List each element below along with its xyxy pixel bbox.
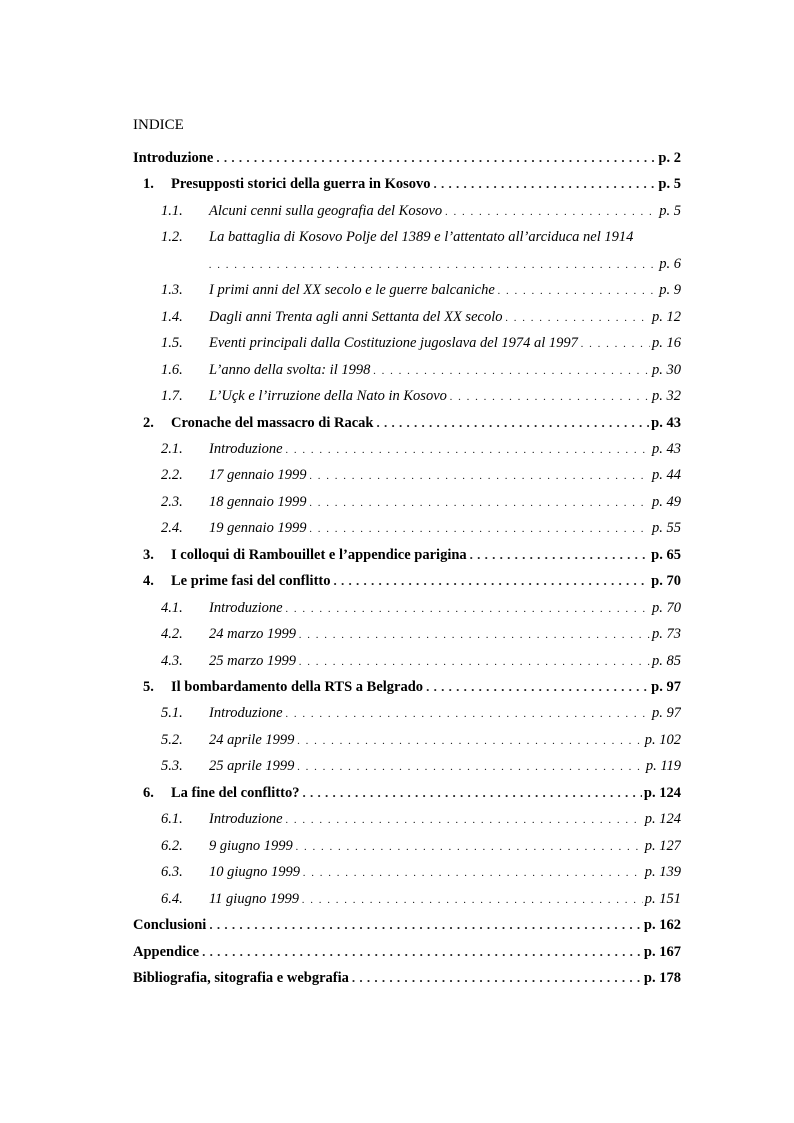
- dot-leader: [297, 731, 642, 751]
- toc-entry-page: p. 43: [652, 440, 681, 457]
- toc-entry-label: Le prime fasi del conflitto: [171, 573, 331, 590]
- dot-leader: [450, 387, 650, 407]
- toc-entry-label: I primi anni del XX secolo e le guerre balcaniche: [209, 282, 495, 299]
- toc-entry-label: Introduzione: [209, 705, 283, 722]
- toc-entry-label: Presupposti storici della guerra in Kosovo: [171, 176, 431, 193]
- toc-entry-page: p. 30: [652, 361, 681, 378]
- toc-entry-page: p. 70: [652, 599, 681, 616]
- toc-entry-page: p. 124: [643, 784, 681, 801]
- toc-entry-label: La battaglia di Kosovo Polje del 1389 e l’attentato all’arciduca nel 1914: [209, 229, 634, 246]
- dot-leader: [286, 440, 650, 460]
- toc-entry: [161, 333, 681, 354]
- toc-entry: [161, 598, 681, 619]
- toc-entry: [133, 968, 681, 988]
- toc-entry-label: Alcuni cenni sulla geografia del Kosovo: [209, 202, 443, 219]
- dot-leader: [376, 413, 649, 433]
- toc-entry-page: p. 6: [659, 255, 681, 272]
- toc-entry-label: Eventi principali dalla Costituzione jugoslava del 1974 al 1997: [209, 335, 578, 352]
- toc-entry-number: 1.7.: [161, 388, 183, 405]
- dot-leader: [209, 915, 642, 935]
- toc-entry-page: p. 12: [652, 308, 681, 325]
- toc-entry-label: 18 gennaio 1999: [209, 493, 307, 510]
- toc-entry-label: Introduzione: [209, 599, 283, 616]
- toc-entry: [161, 386, 681, 407]
- dot-leader: [299, 625, 650, 645]
- toc-entry-number: 1.3.: [161, 282, 183, 299]
- toc-entry-number: 4.3.: [161, 652, 183, 669]
- toc-entry-page: p. 139: [644, 864, 681, 881]
- dot-leader: [286, 810, 643, 830]
- dot-leader: [434, 174, 657, 194]
- toc-entry-page: p. 70: [651, 573, 681, 590]
- dot-leader: [303, 863, 643, 883]
- toc-entry: [143, 677, 681, 697]
- toc-entry: [161, 889, 681, 910]
- toc-entry-label: 25 marzo 1999: [209, 652, 297, 669]
- toc-entry: [133, 915, 681, 935]
- dot-leader: [299, 652, 650, 672]
- dot-leader: [302, 783, 641, 803]
- toc-entry: [143, 783, 681, 803]
- toc-entry-label: L’anno della svolta: il 1998: [209, 361, 371, 378]
- toc-entry-label: Introduzione: [133, 150, 214, 166]
- toc-entry-number: 2.2.: [161, 467, 183, 484]
- dot-leader: [309, 493, 650, 513]
- toc-entry: [161, 201, 681, 222]
- dot-leader: [426, 677, 649, 697]
- dot-leader: [445, 202, 657, 222]
- toc-entry-page: p. 97: [652, 705, 681, 722]
- toc-entry-number: 2.: [143, 414, 154, 431]
- toc-entry-label: 25 aprile 1999: [209, 758, 295, 775]
- toc-entry-page: p. 5: [658, 176, 681, 193]
- toc-entry-page: p. 32: [652, 388, 681, 405]
- dot-leader: [286, 599, 650, 619]
- toc-entry-page: p. 2: [658, 150, 681, 166]
- toc-entry-number: 1.4.: [161, 308, 183, 325]
- toc-entry-number: 1.6.: [161, 361, 183, 378]
- toc-entry-page: p. 85: [652, 652, 681, 669]
- toc-entry-label: L’Uçk e l’irruzione della Nato in Kosovo: [209, 388, 447, 405]
- toc-entry-number: 6.: [143, 784, 154, 801]
- toc-entry-label: 24 marzo 1999: [209, 626, 297, 643]
- toc-entry-number: 6.1.: [161, 811, 183, 828]
- toc-entry-number: 4.1.: [161, 599, 183, 616]
- toc-entry: [161, 756, 681, 777]
- toc-entry: [161, 809, 681, 830]
- toc-entry-page: p. 127: [644, 837, 681, 854]
- toc-entry-number: 1.1.: [161, 202, 183, 219]
- toc-entry-page: p. 162: [643, 917, 681, 934]
- toc-entry-continuation: [209, 254, 681, 275]
- toc-entry-label: I colloqui di Rambouillet e l’appendice parigina: [171, 546, 467, 563]
- toc-entry-page: p. 178: [643, 969, 681, 986]
- dot-leader: [470, 545, 650, 565]
- toc-entry: [161, 836, 681, 857]
- toc-entry-label: 11 giugno 1999: [209, 890, 299, 907]
- toc-entry-label: La fine del conflitto?: [171, 784, 300, 801]
- toc-entry-number: 2.4.: [161, 520, 183, 537]
- toc-entry: [143, 413, 681, 433]
- dot-leader: [373, 361, 650, 381]
- toc-entry-label: Introduzione: [209, 440, 283, 457]
- dot-leader: [297, 757, 643, 777]
- toc-entry-label: 9 giugno 1999: [209, 837, 293, 854]
- toc-entry-page: p. 55: [652, 520, 681, 537]
- toc-entry: [161, 703, 681, 724]
- toc-entry: [143, 571, 681, 591]
- toc-entry: [161, 518, 681, 539]
- dot-leader: [309, 466, 650, 486]
- toc-entry: [161, 307, 681, 328]
- toc-entry-page: p. 97: [651, 679, 681, 695]
- dot-leader: [333, 571, 649, 591]
- toc-entry: [161, 651, 681, 672]
- toc-entry: [133, 148, 681, 168]
- toc-entry-label: 19 gennaio 1999: [209, 520, 307, 537]
- toc-entry-page: p. 124: [644, 811, 681, 828]
- toc-entry-label: Appendice: [133, 943, 200, 960]
- toc-entry: [143, 545, 681, 565]
- toc-entry: [161, 624, 681, 645]
- toc-entry-page: p. 167: [643, 943, 681, 960]
- toc-entry-number: 6.3.: [161, 864, 183, 881]
- toc-entry-page: p. 43: [651, 414, 681, 431]
- toc-entry-page: p. 119: [645, 758, 681, 775]
- dot-leader: [216, 148, 656, 168]
- dot-leader: [352, 968, 642, 988]
- toc-entry: [161, 730, 681, 751]
- toc-entry-page: p. 65: [651, 546, 681, 563]
- toc-entry-page: p. 5: [659, 202, 681, 219]
- toc-entry-number: 5.2.: [161, 731, 183, 748]
- toc-entry-page: p. 102: [644, 731, 681, 748]
- dot-leader: [296, 837, 643, 857]
- toc-entry: [161, 862, 681, 883]
- toc-entry: [161, 360, 681, 381]
- toc-entry-page: p. 16: [652, 335, 681, 352]
- toc-entry-number: 3.: [143, 546, 154, 563]
- dot-leader: [309, 519, 650, 539]
- toc-entry-number: 5.: [143, 679, 154, 695]
- toc-entry-number: 4.2.: [161, 626, 183, 643]
- toc-entry-label: Cronache del massacro di Racak: [171, 414, 374, 431]
- toc-entry-page: p. 9: [659, 282, 681, 299]
- toc-entry-number: 6.2.: [161, 837, 183, 854]
- dot-leader: [209, 255, 657, 275]
- toc-entry: [161, 280, 681, 301]
- toc-entry-label: 10 giugno 1999: [209, 864, 301, 881]
- dot-leader: [505, 308, 650, 328]
- dot-leader: [302, 890, 643, 910]
- toc-entry-label: Conclusioni: [133, 917, 207, 934]
- toc-entry-label: 24 aprile 1999: [209, 731, 295, 748]
- toc-entry-page: p. 44: [652, 467, 681, 484]
- toc-entry-number: 1.5.: [161, 335, 183, 352]
- toc-entry-number: 1.2.: [161, 229, 183, 246]
- toc-entry-number: 2.3.: [161, 493, 183, 510]
- toc-entry: [161, 227, 681, 247]
- toc-entry: [161, 492, 681, 513]
- toc-entry-label: Dagli anni Trenta agli anni Settanta del XX secolo: [209, 308, 503, 325]
- toc-entry-label: Il bombardamento della RTS a Belgrado: [171, 679, 424, 695]
- toc-entry: [133, 942, 681, 962]
- toc-entry-number: 1.: [143, 176, 154, 193]
- toc-entry-label: Introduzione: [209, 811, 283, 828]
- toc-entry-number: 5.3.: [161, 758, 183, 775]
- dot-leader: [202, 942, 642, 962]
- dot-leader: [498, 281, 657, 301]
- dot-leader: [286, 704, 650, 724]
- dot-leader: [581, 334, 650, 354]
- index-title: INDICE: [133, 117, 184, 133]
- toc-entry-number: 5.1.: [161, 705, 183, 722]
- toc-entry-page: p. 73: [652, 626, 681, 643]
- toc-entry-number: 4.: [143, 573, 154, 590]
- toc-entry-label: 17 gennaio 1999: [209, 467, 307, 484]
- toc-entry-number: 2.1.: [161, 440, 183, 457]
- toc-entry-number: 6.4.: [161, 890, 183, 907]
- toc-entry: [161, 439, 681, 460]
- toc-entry-label: Bibliografia, sitografia e webgrafia: [133, 969, 349, 986]
- toc-entry-page: p. 49: [652, 493, 681, 510]
- toc-entry: [161, 465, 681, 486]
- toc-entry: [143, 174, 681, 194]
- toc-entry-page: p. 151: [644, 890, 681, 907]
